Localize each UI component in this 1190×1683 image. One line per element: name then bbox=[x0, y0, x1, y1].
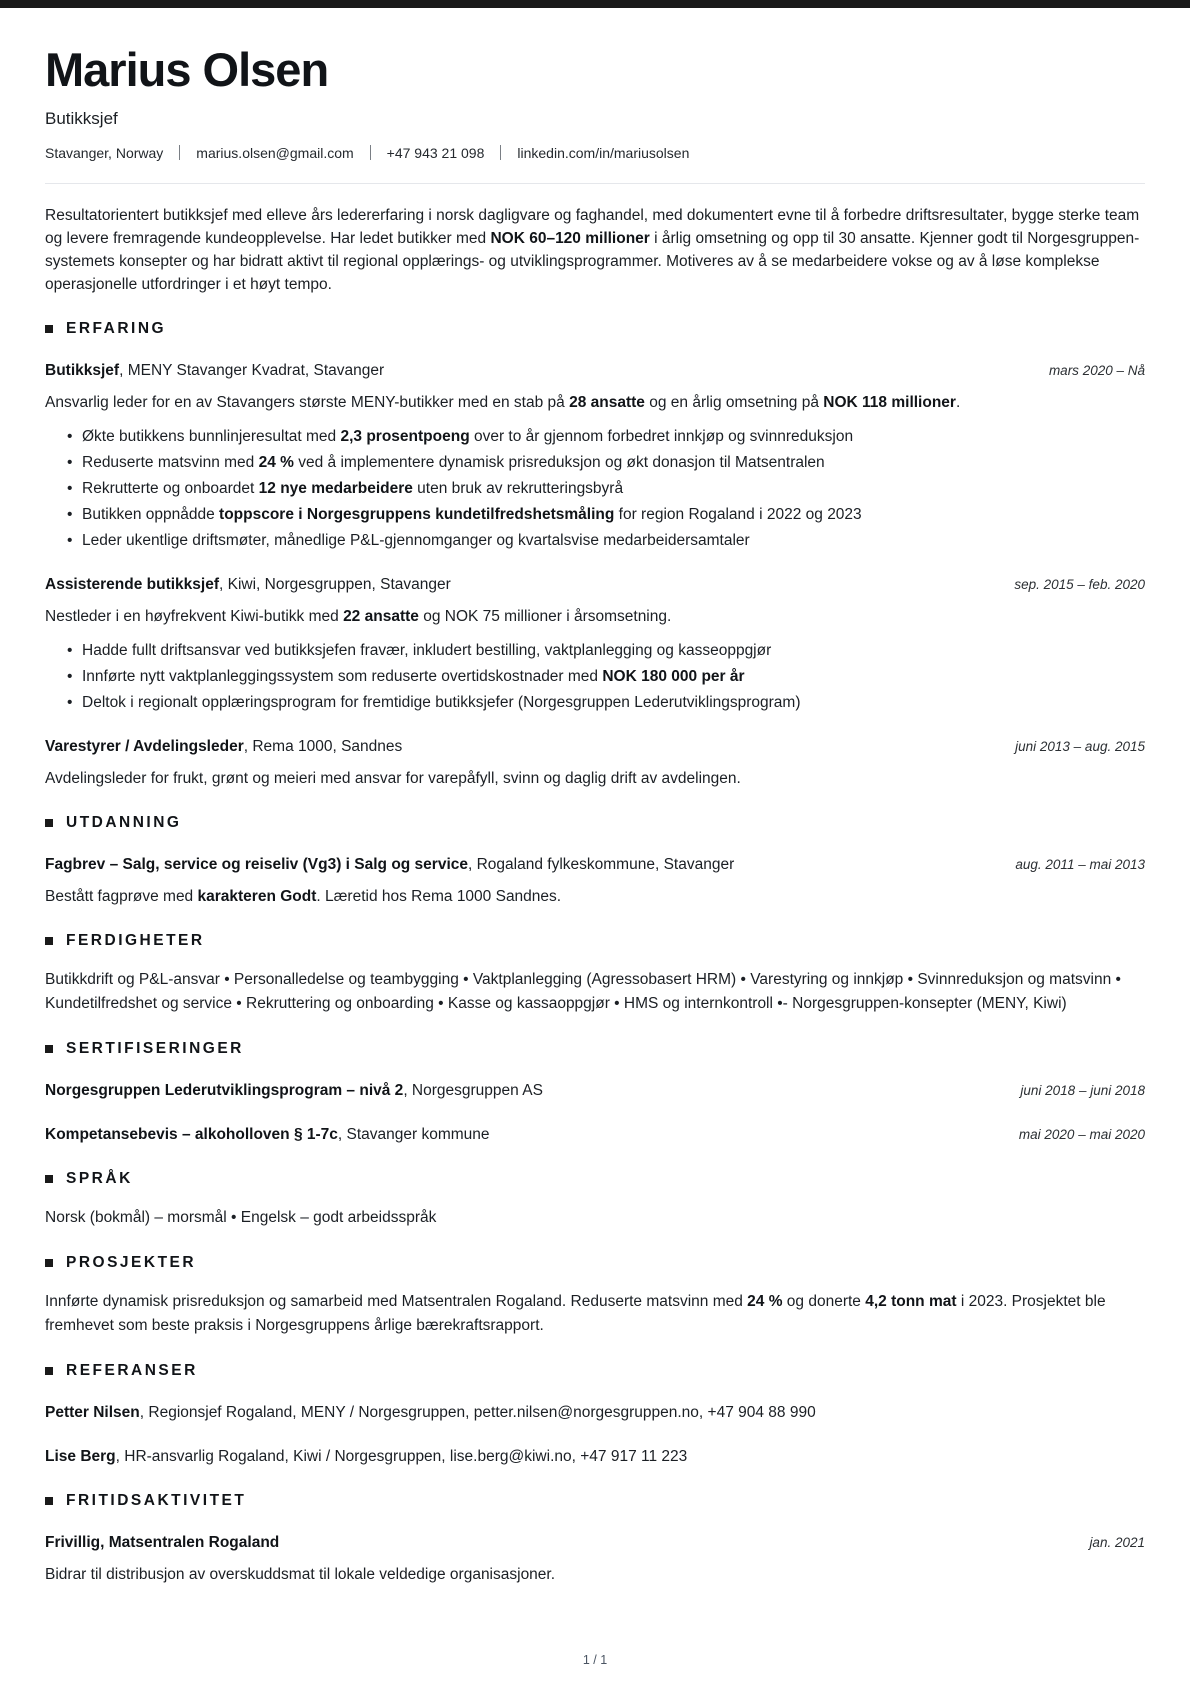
contact-separator bbox=[179, 145, 180, 160]
entry-header bbox=[45, 1124, 1145, 1146]
contact-linkedin: linkedin.com/in/mariusolsen bbox=[517, 144, 690, 161]
section-heading-label: SERTIFISERINGER bbox=[66, 1039, 244, 1057]
section-heading-label: FRITIDSAKTIVITET bbox=[66, 1491, 247, 1509]
section-heading-label: FERDIGHETER bbox=[66, 931, 205, 949]
section-heading-references bbox=[45, 1362, 1145, 1380]
entry-summary: Avdelingsleder for frukt, grønt og meieri med ansvar for varepåfyll, svinn og daglig drift av avdelingen. bbox=[45, 769, 741, 787]
contact-phone: +47 943 21 098 bbox=[386, 144, 485, 161]
reference-entry bbox=[45, 1402, 1145, 1424]
section-square-icon bbox=[45, 1175, 53, 1183]
contact-separator bbox=[500, 145, 501, 160]
entry-date: jan. 2021 bbox=[1089, 1534, 1145, 1550]
resume-page bbox=[0, 8, 1190, 1586]
page-indicator: 1 / 1 bbox=[582, 1653, 608, 1667]
section-heading-label: ERFARING bbox=[66, 319, 167, 337]
section-square-icon bbox=[45, 1367, 53, 1375]
bullet-item: • Innførte nytt vaktplanleggingssystem som reduserte overtidskostnader med NOK 180 000 per år bbox=[82, 666, 1145, 688]
bullet-item: • Reduserte matsvinn med 24 % ved å implementere dynamisk prisreduksjon og økt donasjon til Matsentralen bbox=[82, 452, 1145, 474]
section-heading-education bbox=[45, 814, 1145, 832]
entry-bullet-list bbox=[45, 426, 1145, 552]
contact-email: marius.olsen@gmail.com bbox=[196, 144, 354, 161]
bullet-item: • Deltok i regionalt opplæringsprogram for fremtidige butikksjefer (Norgesgruppen Lederutviklingsprogram) bbox=[82, 692, 1145, 714]
contact-row bbox=[45, 145, 1145, 161]
section-heading-skills bbox=[45, 932, 1145, 950]
section-heading-label: SPRÅK bbox=[66, 1169, 133, 1187]
bullet-item: • Butikken oppnådde toppscore i Norgesgruppens kundetilfredshetsmåling for region Rogaland i 2022 og 2023 bbox=[82, 504, 1145, 526]
section-heading-experience bbox=[45, 320, 1145, 338]
skills-list-text: Butikkdrift og P&L-ansvar • Personalledelse og teambygging • Vaktplanlegging (Agressobasert HRM) • Varestyring og innkjøp • Svinnreduksjon og matsvinn • Kundetilfredshet og service • Rekruttering og onboarding • Kasse og kassaoppgjør • HMS og internkontroll •- Norgesgruppen-konsepter (MENY, Kiwi) bbox=[45, 970, 1121, 1012]
section-square-icon bbox=[45, 1497, 53, 1505]
section-heading-certifications bbox=[45, 1040, 1145, 1058]
entry-header bbox=[45, 574, 1145, 596]
entry-date: sep. 2015 – feb. 2020 bbox=[1014, 576, 1145, 592]
entry-title: Assisterende butikksjef, Kiwi, Norgesgruppen, Stavanger bbox=[45, 575, 451, 593]
section-square-icon bbox=[45, 937, 53, 945]
entry-summary: Ansvarlig leder for en av Stavangers største MENY-butikker med en stab på 28 ansatte og en årlig omsetning på NOK 118 millioner. bbox=[45, 393, 961, 411]
experience-entry bbox=[45, 736, 1145, 790]
entry-title: Butikksjef, MENY Stavanger Kvadrat, Stavanger bbox=[45, 361, 385, 379]
header-divider bbox=[45, 183, 1145, 184]
entry-bullet-list bbox=[45, 640, 1145, 714]
project-description: Innførte dynamisk prisreduksjon og samarbeid med Matsentralen Rogaland. Reduserte matsvinn med 24 % og donerte 4,2 tonn mat i 2023. Prosjektet ble fremhevet som beste praksis i Norgesgruppens årlige bærekraftsrapport. bbox=[45, 1292, 1106, 1334]
hobby-entry bbox=[45, 1532, 1145, 1586]
section-heading-languages bbox=[45, 1170, 1145, 1188]
entry-date: aug. 2011 – mai 2013 bbox=[1015, 856, 1145, 872]
bullet-item: • Rekrutterte og onboardet 12 nye medarbeidere uten bruk av rekrutteringsbyrå bbox=[82, 478, 1145, 500]
experience-entry bbox=[45, 574, 1145, 714]
certification-entry bbox=[45, 1080, 1145, 1102]
entry-header bbox=[45, 360, 1145, 382]
entry-header bbox=[45, 1402, 1145, 1424]
section-heading-label: REFERANSER bbox=[66, 1361, 198, 1379]
entry-date: juni 2018 – juni 2018 bbox=[1020, 1082, 1145, 1098]
entry-title: Fagbrev – Salg, service og reiseliv (Vg3) i Salg og service, Rogaland fylkeskommune, Stavanger bbox=[45, 855, 735, 873]
entry-header bbox=[45, 1080, 1145, 1102]
top-accent-bar bbox=[0, 0, 1190, 8]
entry-summary: Bidrar til distribusjon av overskuddsmat til lokale veldedige organisasjoner. bbox=[45, 1565, 556, 1583]
reference-entry bbox=[45, 1446, 1145, 1468]
section-square-icon bbox=[45, 325, 53, 333]
section-heading-label: UTDANNING bbox=[66, 813, 182, 831]
entry-header bbox=[45, 854, 1145, 876]
entry-title: Varestyrer / Avdelingsleder, Rema 1000, Sandnes bbox=[45, 737, 403, 755]
certification-entry bbox=[45, 1124, 1145, 1146]
section-heading-projects bbox=[45, 1254, 1145, 1272]
reference-line: Petter Nilsen, Regionsjef Rogaland, MENY / Norgesgruppen, petter.nilsen@norgesgruppen.no, +47 904 88 990 bbox=[45, 1403, 816, 1421]
bullet-item: • Leder ukentlige driftsmøter, månedlige P&L-gjennomganger og kvartalsvise medarbeidersamtaler bbox=[82, 530, 1145, 552]
section-square-icon bbox=[45, 1045, 53, 1053]
section-square-icon bbox=[45, 819, 53, 827]
entry-date: mai 2020 – mai 2020 bbox=[1018, 1126, 1145, 1142]
entry-header bbox=[45, 1532, 1145, 1554]
section-square-icon bbox=[45, 1259, 53, 1267]
entry-title: Frivillig, Matsentralen Rogaland bbox=[45, 1533, 280, 1551]
bullet-item: • Hadde fullt driftsansvar ved butikksjefen fravær, inkludert bestilling, vaktplanlegging og kasseoppgjør bbox=[82, 640, 1145, 662]
entry-date: juni 2013 – aug. 2015 bbox=[1015, 738, 1145, 754]
reference-line: Lise Berg, HR-ansvarlig Rogaland, Kiwi / Norgesgruppen, lise.berg@kiwi.no, +47 917 11 223 bbox=[45, 1447, 688, 1465]
profile-summary: Resultatorientert butikksjef med elleve års ledererfaring i norsk dagligvare og faghandel, med dokumentert evne til å forbedre driftsresultater, bygge sterke team og levere fremragende kundeopplevelse. Har ledet butikker med NOK 60–120 millioner i årlig omsetning og opp til 30 ansatte. Kjenner godt til Norgesgruppen-systemets konsepter og har bidratt aktivt til regional opplærings- og utviklingsprogrammer. Motiveres av å se medarbeidere vokse og av å løse komplekse operasjonelle utfordringer i et høyt tempo. bbox=[45, 206, 1140, 293]
bullet-item: • Økte butikkens bunnlinjeresultat med 2,3 prosentpoeng over to år gjennom forbedret innkjøp og svinnreduksjon bbox=[82, 426, 1145, 448]
languages-text: Norsk (bokmål) – morsmål • Engelsk – godt arbeidsspråk bbox=[45, 1208, 437, 1226]
entry-header bbox=[45, 1446, 1145, 1468]
section-heading-label: PROSJEKTER bbox=[66, 1253, 197, 1271]
entry-title: Norgesgruppen Lederutviklingsprogram – nivå 2, Norgesgruppen AS bbox=[45, 1081, 543, 1099]
experience-entry bbox=[45, 360, 1145, 552]
entry-title: Kompetansebevis – alkoholloven § 1-7c, Stavanger kommune bbox=[45, 1125, 490, 1143]
education-entry bbox=[45, 854, 1145, 908]
entry-summary: Nestleder i en høyfrekvent Kiwi-butikk med 22 ansatte og NOK 75 millioner i årsomsetning. bbox=[45, 607, 672, 625]
entry-summary: Bestått fagprøve med karakteren Godt. Læretid hos Rema 1000 Sandnes. bbox=[45, 887, 562, 905]
person-name: Marius Olsen bbox=[45, 43, 329, 96]
contact-separator bbox=[370, 145, 371, 160]
section-heading-hobbies bbox=[45, 1492, 1145, 1510]
entry-date: mars 2020 – Nå bbox=[1048, 362, 1145, 378]
person-job-title: Butikksjef bbox=[45, 108, 118, 128]
entry-header bbox=[45, 736, 1145, 758]
contact-location: Stavanger, Norway bbox=[45, 144, 164, 161]
